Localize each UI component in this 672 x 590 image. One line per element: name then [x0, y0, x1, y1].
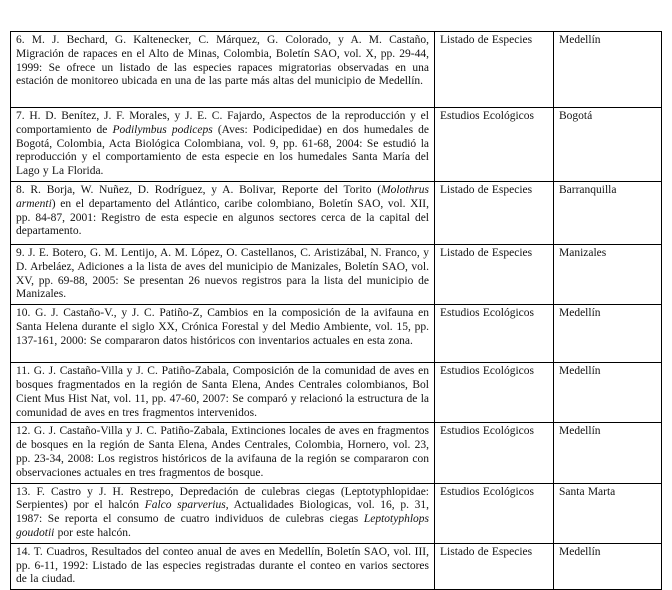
reference-text: 9. J. E. Botero, G. M. Lentijo, A. M. López, O. Castellanos, C. Aristizábal, N. Franco, y D. Arbeláez, Adiciones a la lista de aves del municipio de Manizales, Boletín SAO, vol. XV, pp. 69-88, 2005: Se presentan 26 nuevos registros para la lista del municipio de Manizales.	[16, 246, 429, 301]
reference-cell	[11, 363, 435, 423]
category-cell: Listado de Especies	[435, 244, 554, 304]
table-row-entry-14	[11, 543, 662, 589]
species-name-italic: Falco sparverius	[144, 499, 226, 512]
category-cell: Listado de Especies	[435, 181, 554, 244]
location-cell: Medellín	[554, 305, 662, 363]
reference-text: 13. F. Castro y J. H. Restrepo, Depredación de culebras ciegas (Leptotyphlopidae: Serpientes) por el halcón	[16, 485, 429, 512]
category-cell: Estudios Ecológicos	[435, 363, 554, 423]
category-cell: Estudios Ecológicos	[435, 305, 554, 363]
reference-cell	[11, 543, 435, 589]
location-cell: Medellín	[554, 32, 662, 108]
location-cell: Barranquilla	[554, 181, 662, 244]
category-cell: Listado de Especies	[435, 32, 554, 108]
category-cell: Estudios Ecológicos	[435, 483, 554, 543]
reference-cell	[11, 181, 435, 244]
table-row-entry-13	[11, 483, 662, 543]
table-row-entry-6	[11, 32, 662, 108]
location-cell: Bogotá	[554, 108, 662, 182]
category-cell: Listado de Especies	[435, 543, 554, 589]
references-table	[10, 31, 662, 590]
table-row-entry-8	[11, 181, 662, 244]
reference-text: ) en el departamento del Atlántico, caribe colombiano, Boletín SAO, vol. XII, pp. 84-87, 2001: Registro de esta especie en algunos sectores cerca de la capital del departamento.	[16, 197, 429, 238]
table-row-entry-7	[11, 108, 662, 182]
table-row-entry-12	[11, 423, 662, 483]
table-row-entry-11	[11, 363, 662, 423]
reference-cell	[11, 483, 435, 543]
reference-text: 12. G. J. Castaño-Villa y J. C. Patiño-Zabala, Extinciones locales de aves en fragmentos de bosques en la región de Santa Elena, Andes Centrales, Colombia, Hornero, vol. 23, pp. 23-34, 2008: Los registros históricos de la avifauna de la región se compararon con observaciones actuales en tres fragmentos de bosque.	[16, 425, 429, 479]
species-name-italic: Podilymbus podiceps	[112, 123, 213, 136]
reference-cell	[11, 32, 435, 108]
reference-cell	[11, 423, 435, 483]
table-row-entry-9	[11, 244, 662, 304]
reference-text: por este halcón.	[54, 526, 131, 539]
reference-text: 10. G. J. Castaño-V., y J. C. Patiño-Z, Cambios en la composición de la avifauna en Santa Helena durante el siglo XX, Crónica Forestal y del Medio Ambiente, vol. 15, pp. 137-161, 2000: Se compararon datos históricos con inventarios actuales en esta zona.	[16, 307, 429, 347]
reference-text: , Actualidades Biologicas, vol. 16, p. 31, 1987: Se reporta el consumo de cuatro individuos de culebras ciegas	[16, 499, 430, 526]
reference-text: 11. G. J. Castaño-Villa y J. C. Patiño-Zabala, Composición de la comunidad de aves en bosques fragmentados en la región de Santa Elena, Andes Centrales colombianos, Bol Cient Mus Hist Nat, vol. 11, pp. 47-60, 2007: Se comparó y relacionó la estructura de la comunidad de aves en tres fragmentos intervenidos.	[16, 365, 429, 419]
location-cell: Manizales	[554, 244, 662, 304]
reference-text: 6. M. J. Bechard, G. Kaltenecker, C. Márquez, G. Colorado, y A. M. Castaño, Migración de rapaces en el Alto de Minas, Colombia, Boletín SAO, vol. X, pp. 29-44, 1999: Se ofrece un listado de las especies rapaces migratorias observadas en una estación de monitoreo ubicada en una de las parte más altas del municipio de Medellín.	[16, 34, 429, 88]
species-name-italic: Leptotyphlops goudotii	[16, 513, 429, 539]
category-cell: Estudios Ecológicos	[435, 423, 554, 483]
location-cell: Santa Marta	[554, 483, 662, 543]
reference-text: 8. R. Borja, W. Nuñez, D. Rodríguez, y A. Bolivar, Reporte del Torito (	[16, 183, 382, 196]
reference-text: (Aves: Podicipedidae) en dos humedales de Bogotá, Colombia, Acta Biológica Colombiana, vol. 9, pp. 61-68, 2004: Se estudió la reproducción y el comportamiento de esta especie en los humedales Santa María del Lago y La Florida.	[16, 123, 429, 178]
reference-cell	[11, 244, 435, 304]
reference-text: 7. H. D. Benítez, J. F. Morales, y J. E. C. Fajardo, Aspectos de la reproducción y el comportamiento de	[16, 110, 429, 136]
table-row-entry-10	[11, 305, 662, 363]
location-cell: Medellín	[554, 423, 662, 483]
species-name-italic: Molothrus armenti	[16, 183, 429, 210]
category-cell: Estudios Ecológicos	[435, 108, 554, 182]
reference-text: 14. T. Cuadros, Resultados del conteo anual de aves en Medellín, Boletín SAO, vol. III, pp. 6-11, 1992: Listado de las especies registradas durante el conteo en varios sectores de la ciudad.	[16, 545, 429, 586]
reference-cell	[11, 305, 435, 363]
location-cell: Medellín	[554, 363, 662, 423]
reference-cell	[11, 108, 435, 182]
location-cell: Medellín	[554, 543, 662, 589]
